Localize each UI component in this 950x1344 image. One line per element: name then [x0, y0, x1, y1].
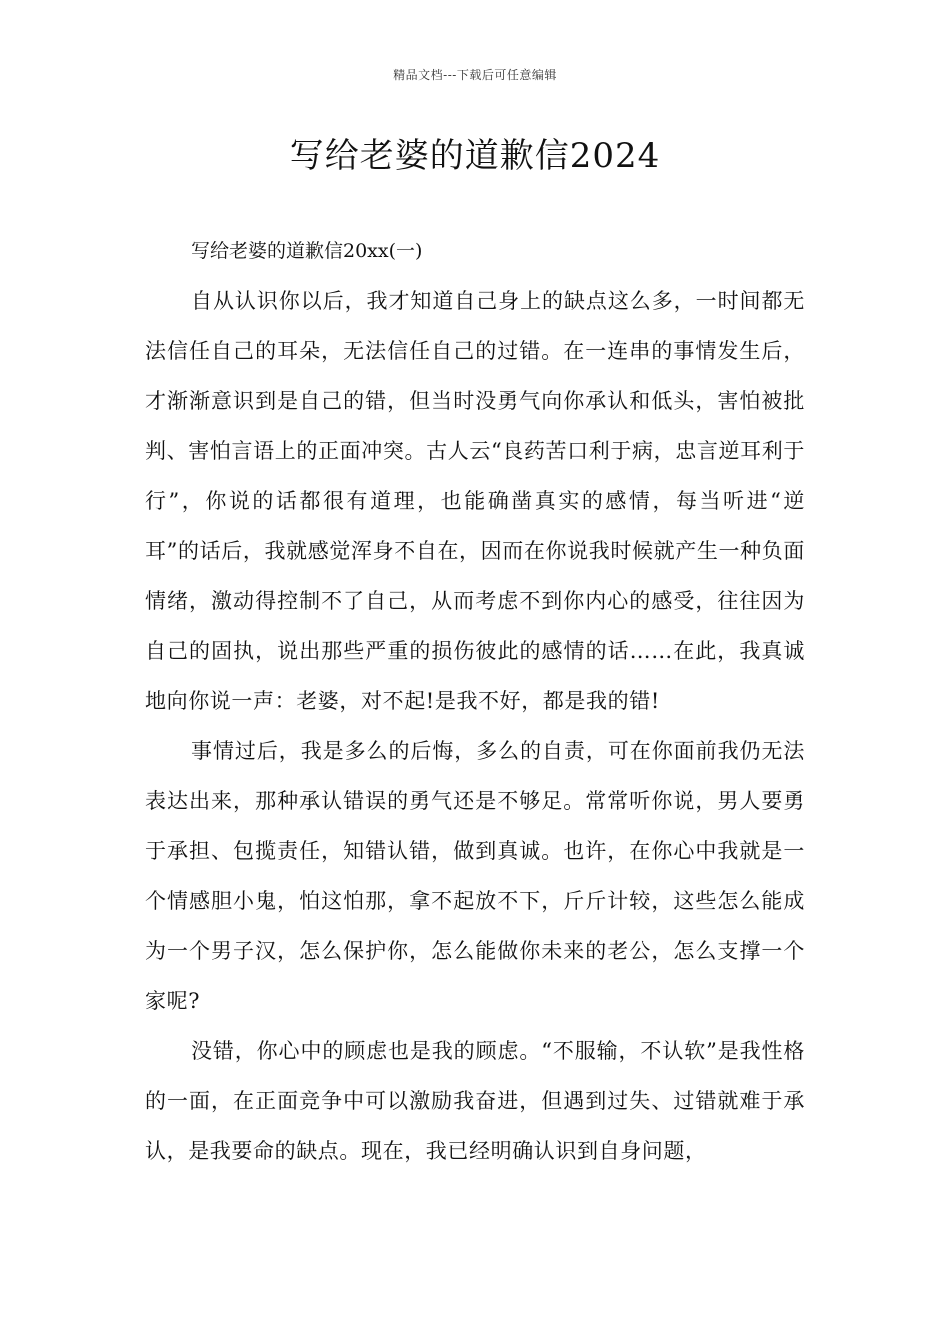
- header-note: 精品文档---下载后可任意编辑: [393, 68, 557, 82]
- section-heading: 写给老婆的道歉信20xx(一): [191, 240, 423, 262]
- paragraph-2: 事情过后，我是多么的后悔，多么的自责，可在你面前我仍无法表达出来，那种承认错误的勇气还是不够足。常常听你说，男人要勇于承担、包揽责任，知错认错，做到真诚。也许，在你心中我就是一个情感胆小鬼，怕这怕那，拿不起放不下，斤斤计较，这些怎么能成为一个男子汉，怎么保护你，怎么能做你未来的老公，怎么支撑一个家呢?: [145, 739, 805, 1013]
- paragraph-1: 自从认识你以后，我才知道自己身上的缺点这么多，一时间都无法信任自己的耳朵，无法信任自己的过错。在一连串的事情发生后，才渐渐意识到是自己的错，但当时没勇气向你承认和低头，害怕被批判、害怕言语上的正面冲突。古人云“良药苦口利于病，忠言逆耳利于行”，你说的话都很有道理，也能确凿真实的感情，每当听进“逆耳”的话后，我就感觉浑身不自在，因而在你说我时候就产生一种负面情绪，激动得控制不了自己，从而考虑不到你内心的感受，往往因为自己的固执，说出那些严重的损伤彼此的感情的话……在此，我真诚地向你说一声：老婆，对不起!是我不好，都是我的错!: [145, 289, 805, 713]
- document-body: [145, 226, 805, 1176]
- document-title: 写给老婆的道歉信2024: [289, 136, 661, 176]
- paragraph-3: 没错，你心中的顾虑也是我的顾虑。“不服输，不认软”是我性格的一面，在正面竞争中可以激励我奋进，但遇到过失、过错就难于承认，是我要命的缺点。现在，我已经明确认识到自身问题，: [145, 1039, 805, 1163]
